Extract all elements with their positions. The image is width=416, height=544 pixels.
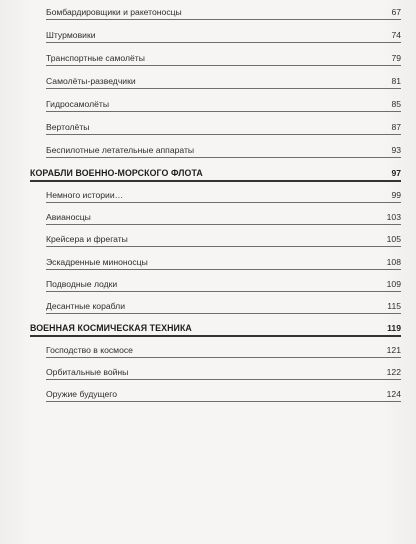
toc-entry-page: 67 bbox=[391, 7, 401, 17]
toc-entry bbox=[0, 233, 416, 249]
toc-entry-title: Транспортные самолёты bbox=[46, 53, 145, 63]
toc-entry bbox=[0, 29, 416, 45]
toc-entry bbox=[0, 344, 416, 360]
toc-entry-rule bbox=[46, 65, 401, 66]
toc-section-page: 97 bbox=[391, 168, 401, 178]
toc-entry-page: 103 bbox=[386, 212, 401, 222]
toc-entry bbox=[0, 75, 416, 91]
toc-entry-title: Орбитальные войны bbox=[46, 367, 129, 377]
toc-entry bbox=[0, 366, 416, 382]
toc-entry-title: Эскадренные миноносцы bbox=[46, 257, 148, 267]
toc-entry-title: Самолёты-разведчики bbox=[46, 76, 136, 86]
toc-entry-page: 85 bbox=[391, 99, 401, 109]
toc-entry-page: 121 bbox=[386, 345, 401, 355]
toc-entry bbox=[0, 6, 416, 22]
toc-entry bbox=[0, 121, 416, 137]
toc-entry-rule bbox=[46, 269, 401, 270]
toc-entry-page: 79 bbox=[391, 53, 401, 63]
toc-entry-page: 124 bbox=[386, 389, 401, 399]
toc-entry-rule bbox=[46, 291, 401, 292]
toc-entry bbox=[0, 278, 416, 294]
toc-entry-page: 81 bbox=[391, 76, 401, 86]
toc-entry bbox=[0, 211, 416, 227]
toc-entry-title: Десантные корабли bbox=[46, 301, 125, 311]
toc-entry-page: 109 bbox=[386, 279, 401, 289]
toc-entry-page: 122 bbox=[386, 367, 401, 377]
toc-entry-page: 99 bbox=[391, 190, 401, 200]
toc-entry-title: Штурмовики bbox=[46, 30, 96, 40]
toc-section-title: КОРАБЛИ ВОЕННО-МОРСКОГО ФЛОТА bbox=[30, 168, 203, 178]
toc-entry-title: Беспилотные летательные аппараты bbox=[46, 145, 195, 155]
toc-entry-rule bbox=[46, 379, 401, 380]
toc-entry-rule bbox=[46, 401, 401, 402]
toc-entry-title: Бомбардировщики и ракетоносцы bbox=[46, 7, 182, 17]
toc-entry-title: Авианосцы bbox=[46, 212, 91, 222]
toc-entry bbox=[0, 300, 416, 316]
toc-section-heading bbox=[0, 322, 416, 338]
toc-entry-title: Крейсера и фрегаты bbox=[46, 234, 128, 244]
toc-entry bbox=[0, 388, 416, 404]
toc-entry-title: Вертолёты bbox=[46, 122, 90, 132]
toc-entry-page: 105 bbox=[386, 234, 401, 244]
toc-entry-rule bbox=[46, 42, 401, 43]
toc-entry-title: Немного истории… bbox=[46, 190, 124, 200]
toc-entry-rule bbox=[46, 357, 401, 358]
toc-entry-title: Подводные лодки bbox=[46, 279, 118, 289]
toc-entry-rule bbox=[46, 202, 401, 203]
toc-entry bbox=[0, 256, 416, 272]
toc-entry-page: 115 bbox=[387, 301, 401, 311]
toc-entry bbox=[0, 144, 416, 160]
toc-entry-page: 93 bbox=[391, 145, 401, 155]
toc-entry-title: Господство в космосе bbox=[46, 345, 133, 355]
toc-section-rule bbox=[30, 335, 401, 337]
toc-entry-rule bbox=[46, 224, 401, 225]
toc-entry-rule bbox=[46, 134, 401, 135]
toc-entry-page: 108 bbox=[386, 257, 401, 267]
toc-entry-title: Гидросамолёты bbox=[46, 99, 110, 109]
toc-entry-rule bbox=[46, 19, 401, 20]
toc-entry-title: Оружие будущего bbox=[46, 389, 118, 399]
toc-section-title: ВОЕННАЯ КОСМИЧЕСКАЯ ТЕХНИКА bbox=[30, 323, 192, 333]
toc-entry bbox=[0, 52, 416, 68]
toc-section-heading bbox=[0, 167, 416, 183]
toc-section-page: 119 bbox=[387, 323, 401, 333]
toc-entry-page: 87 bbox=[391, 122, 401, 132]
toc-entry-rule bbox=[46, 88, 401, 89]
toc-entry-rule bbox=[46, 111, 401, 112]
toc-section-rule bbox=[30, 180, 401, 182]
toc-entry-rule bbox=[46, 157, 401, 158]
toc-entry bbox=[0, 98, 416, 114]
toc-entry-page: 74 bbox=[391, 30, 401, 40]
toc-entry bbox=[0, 189, 416, 205]
toc-entry-rule bbox=[46, 246, 401, 247]
toc-entry-rule bbox=[46, 313, 401, 314]
